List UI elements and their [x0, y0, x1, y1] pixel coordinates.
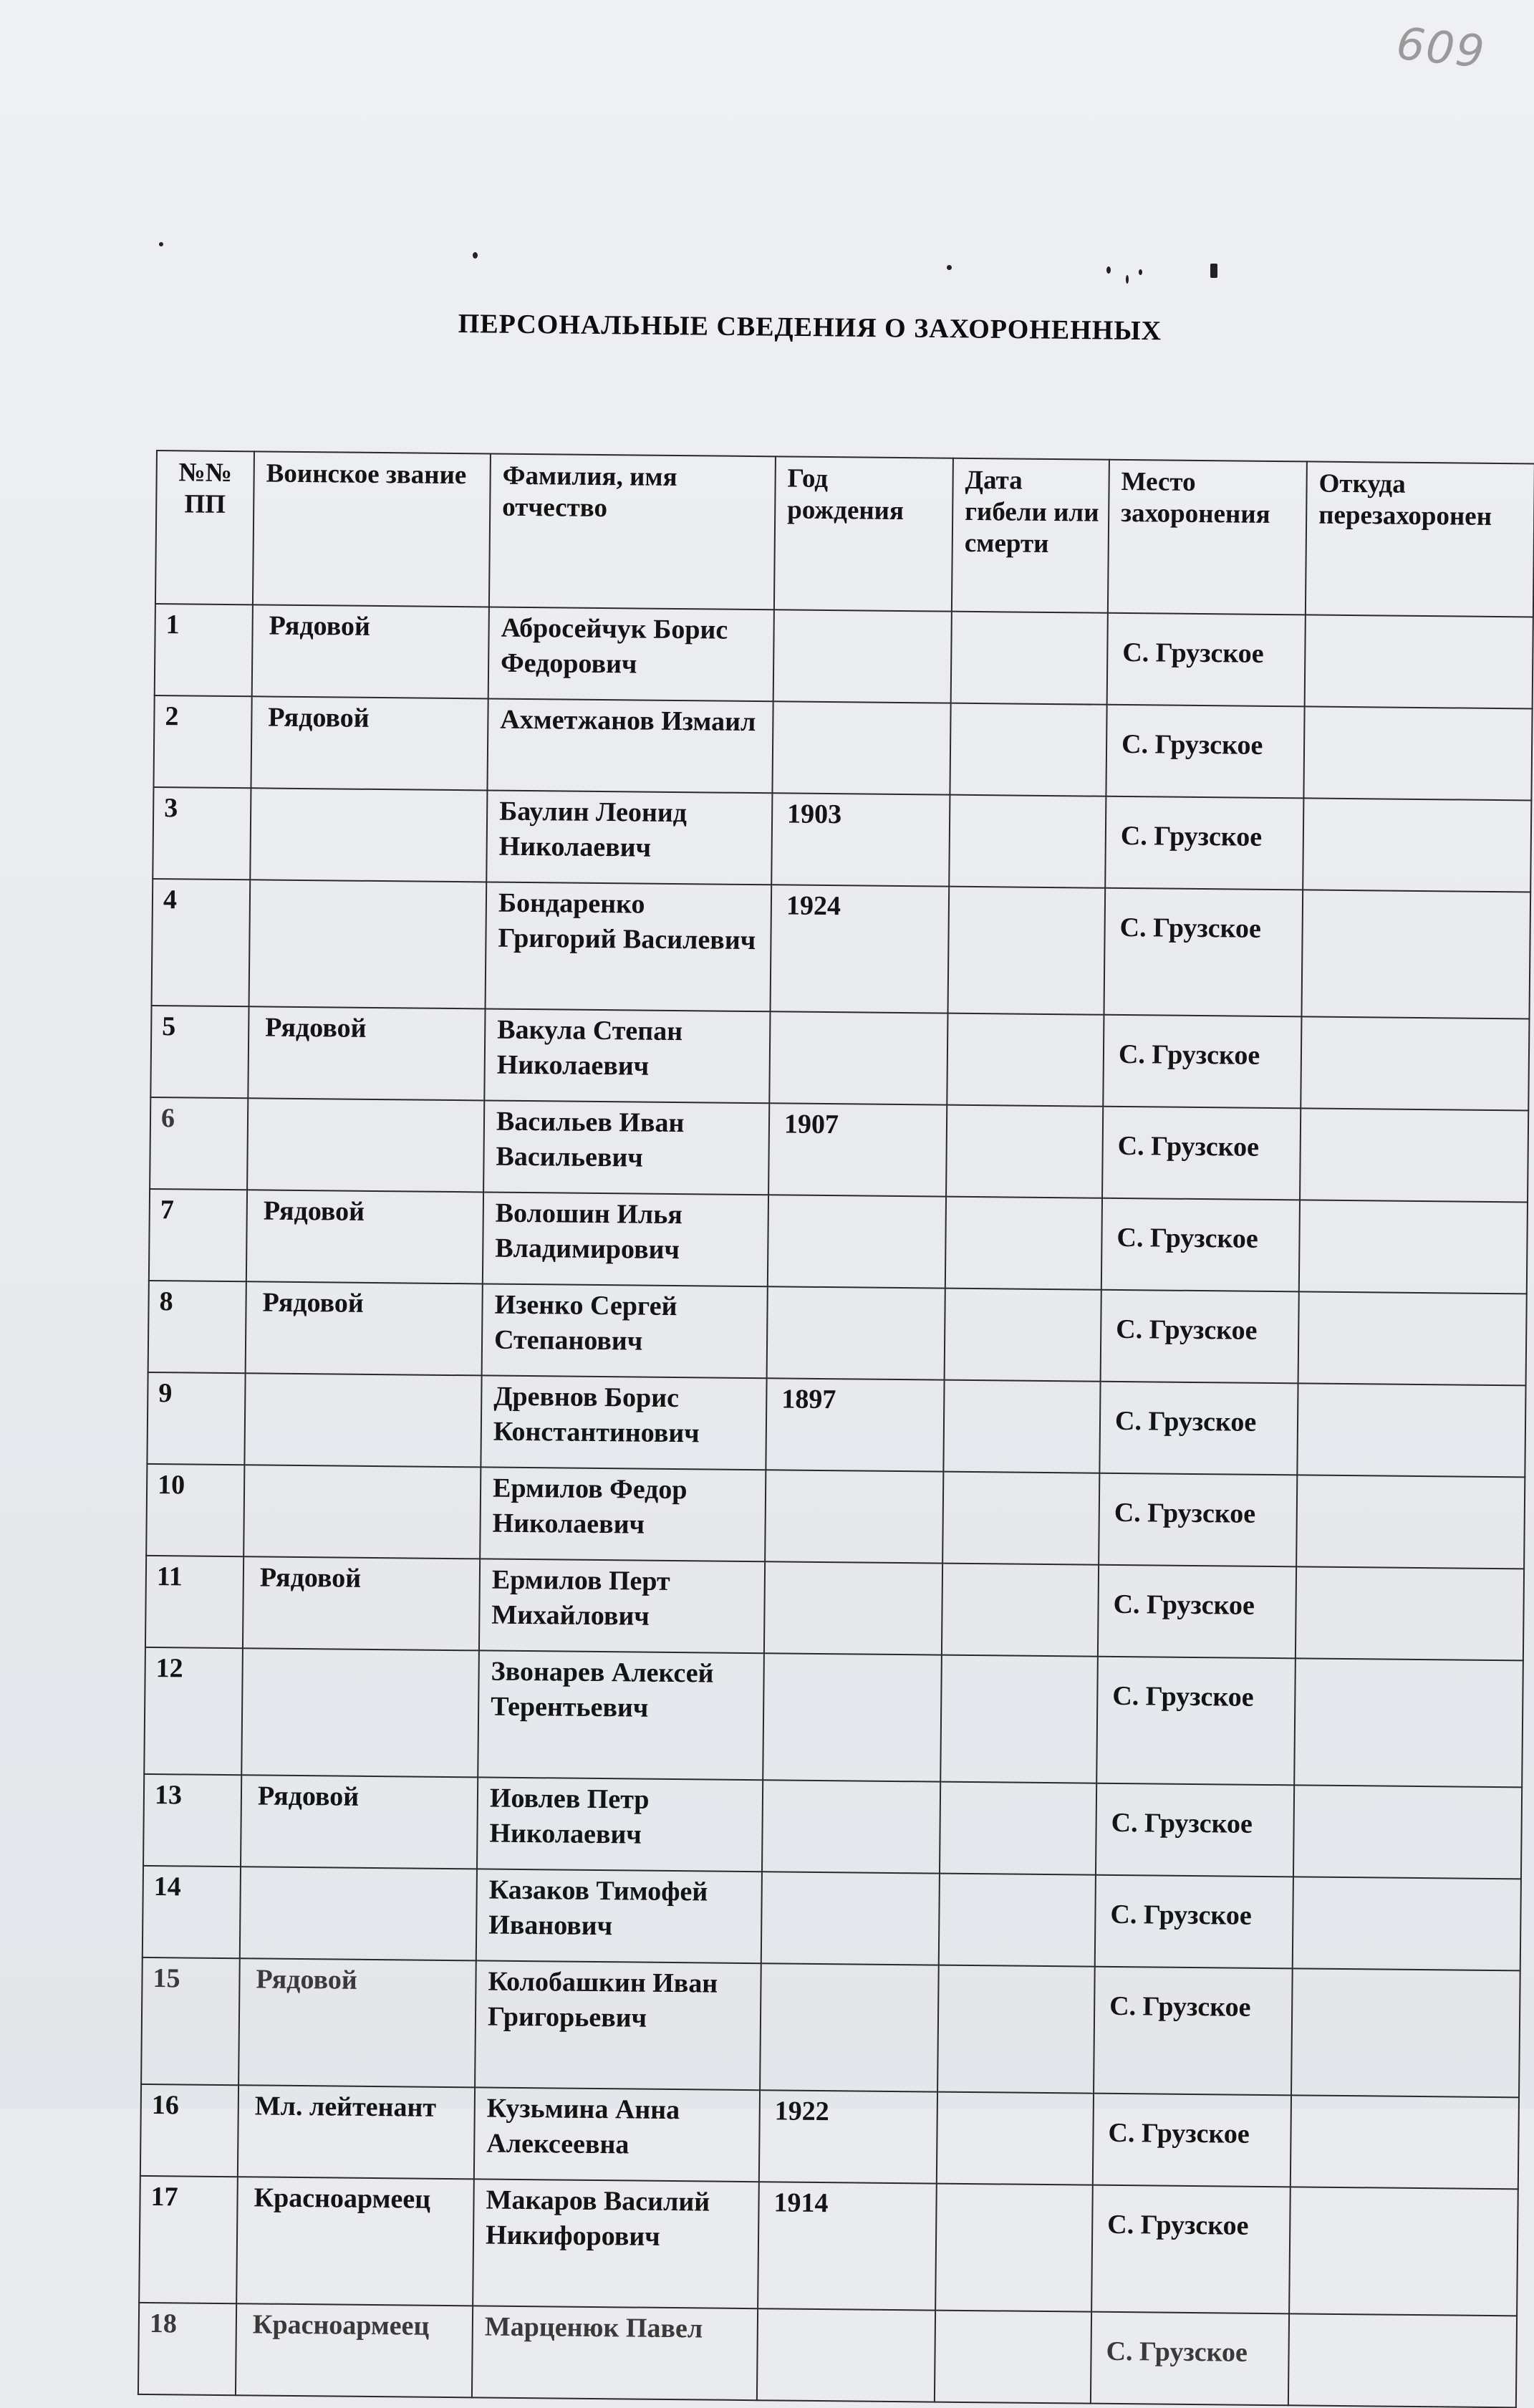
- cell-burial-place: С. Грузское: [1107, 613, 1306, 707]
- cell-reburied-from: [1297, 1383, 1525, 1477]
- cell-burial-place: С. Грузское: [1094, 1967, 1293, 2096]
- cell-birth-year: [761, 1872, 940, 1965]
- cell-reburied-from: [1301, 890, 1530, 1018]
- cell-death-date: [949, 795, 1106, 888]
- cell-reburied-from: [1288, 2313, 1517, 2407]
- cell-birth-year: [765, 1470, 943, 1563]
- cell-number: 4: [152, 879, 251, 1006]
- cell-name: Вакула Степан Николаевич: [484, 1008, 770, 1103]
- cell-number: 3: [153, 787, 251, 880]
- cell-reburied-from: [1300, 1108, 1528, 1202]
- cell-birth-year: 1903: [771, 793, 950, 886]
- cell-rank: [243, 1465, 481, 1559]
- table-row: [141, 1957, 1520, 2097]
- header-death-date: Дата гибели или смерти: [952, 458, 1109, 613]
- cell-death-date: [939, 1874, 1096, 1967]
- cell-death-date: [937, 2092, 1094, 2185]
- scan-speck: [159, 242, 163, 246]
- table-row: [145, 1556, 1524, 1660]
- table-row: [143, 1866, 1521, 1970]
- table-header-row: [155, 451, 1534, 617]
- cell-death-date: [943, 1380, 1100, 1473]
- table-row: [140, 2084, 1519, 2189]
- cell-burial-place: С. Грузское: [1095, 1875, 1293, 1969]
- cell-number: 16: [140, 2084, 238, 2177]
- cell-rank: Рядовой: [238, 1958, 476, 2087]
- cell-number: 9: [147, 1372, 245, 1465]
- header-birth-year: Год рождения: [774, 456, 953, 611]
- header-rank: Воинское звание: [253, 451, 491, 607]
- cell-rank: [247, 1098, 484, 1192]
- cell-burial-place: С. Грузское: [1101, 1198, 1300, 1292]
- cell-reburied-from: [1305, 615, 1533, 708]
- cell-rank: Мл. лейтенант: [238, 2085, 475, 2179]
- cell-name: Звонарев Алексей Терентьевич: [478, 1650, 764, 1780]
- cell-death-date: [947, 887, 1105, 1015]
- cell-rank: Красноармеец: [236, 2303, 473, 2397]
- cell-rank: [240, 1867, 477, 1960]
- cell-burial-place: С. Грузское: [1096, 1783, 1294, 1877]
- cell-burial-place: С. Грузское: [1096, 1657, 1296, 1786]
- cell-burial-place: С. Грузское: [1106, 705, 1304, 799]
- cell-burial-place: С. Грузское: [1091, 2185, 1291, 2314]
- cell-reburied-from: [1301, 1016, 1529, 1110]
- header-burial-place: Место захоронения: [1108, 460, 1307, 615]
- cell-birth-year: [772, 701, 950, 794]
- cell-number: 13: [143, 1774, 241, 1867]
- cell-reburied-from: [1293, 1785, 1522, 1879]
- cell-death-date: [942, 1472, 1099, 1565]
- cell-number: 7: [149, 1189, 247, 1281]
- cell-number: 18: [138, 2303, 236, 2395]
- cell-burial-place: С. Грузское: [1101, 1290, 1299, 1384]
- cell-death-date: [945, 1289, 1101, 1382]
- cell-number: 15: [141, 1957, 240, 2085]
- cell-rank: [249, 880, 487, 1008]
- cell-name: Изенко Сергей Степанович: [482, 1284, 768, 1378]
- cell-name: Иовлев Петр Николаевич: [477, 1777, 763, 1872]
- table-row: [146, 1464, 1525, 1569]
- document-title: ПЕРСОНАЛЬНЫЕ СВЕДЕНИЯ О ЗАХОРОНЕННЫХ: [458, 308, 1162, 347]
- cell-birth-year: [773, 610, 952, 703]
- table-row: [153, 787, 1531, 892]
- cell-number: 6: [150, 1097, 248, 1190]
- burial-table: [138, 450, 1534, 2408]
- cell-reburied-from: [1299, 1200, 1528, 1294]
- table-row: [152, 879, 1531, 1018]
- table-row: [150, 1097, 1528, 1202]
- scan-speck: [473, 252, 478, 259]
- cell-name: Абросейчук Борис Федорович: [488, 607, 774, 701]
- cell-name: Ермилов Перт Михайлович: [479, 1559, 765, 1653]
- cell-name: Васильев Иван Васильевич: [483, 1100, 769, 1195]
- cell-reburied-from: [1293, 1877, 1521, 1970]
- header-reburied-from: Откуда перезахоронен: [1306, 461, 1534, 617]
- cell-name: Волошин Илья Владимирович: [483, 1192, 768, 1286]
- table-row: [153, 695, 1532, 800]
- table-row: [148, 1281, 1527, 1385]
- cell-number: 2: [153, 695, 251, 788]
- cell-reburied-from: [1303, 706, 1532, 800]
- cell-death-date: [935, 2311, 1091, 2404]
- cell-name: Казаков Тимофей Иванович: [476, 1869, 762, 1963]
- cell-death-date: [942, 1564, 1099, 1657]
- scan-speck: [1126, 275, 1129, 284]
- cell-name: Колобашкин Иван Григорьевич: [475, 1960, 761, 2090]
- cell-death-date: [951, 612, 1108, 705]
- cell-birth-year: 1914: [758, 2182, 937, 2310]
- table-row: [138, 2303, 1517, 2407]
- cell-rank: [250, 788, 487, 882]
- cell-number: 8: [148, 1281, 246, 1373]
- scan-speck: [1106, 266, 1111, 274]
- cell-rank: Рядовой: [246, 1190, 483, 1284]
- cell-birth-year: [764, 1561, 942, 1655]
- cell-birth-year: 1907: [768, 1103, 947, 1196]
- cell-birth-year: [768, 1195, 946, 1288]
- cell-death-date: [935, 2184, 1093, 2312]
- cell-reburied-from: [1294, 1658, 1523, 1787]
- cell-name: Баулин Леонид Николаевич: [486, 790, 772, 885]
- cell-rank: Рядовой: [248, 1006, 485, 1100]
- scan-speck: [947, 265, 952, 270]
- cell-death-date: [945, 1197, 1102, 1290]
- table-row: [144, 1647, 1523, 1787]
- cell-number: 10: [146, 1464, 244, 1556]
- cell-birth-year: [762, 1780, 940, 1873]
- cell-reburied-from: [1289, 2187, 1518, 2316]
- cell-death-date: [937, 1965, 1095, 2094]
- cell-name: Ермилов Федор Николаевич: [480, 1467, 766, 1561]
- header-name: Фамилия, имя отчество: [489, 453, 776, 610]
- cell-burial-place: С. Грузское: [1105, 796, 1303, 890]
- cell-rank: Рядовой: [241, 1775, 478, 1869]
- cell-name: Древнов Борис Константинович: [481, 1375, 766, 1470]
- cell-birth-year: [757, 2308, 935, 2402]
- cell-birth-year: [769, 1011, 947, 1104]
- cell-reburied-from: [1291, 2095, 1519, 2189]
- cell-name: Ахметжанов Измаил: [487, 698, 773, 793]
- cell-burial-place: С. Грузское: [1102, 1107, 1301, 1200]
- cell-name: Бондаренко Григорий Василевич: [486, 882, 772, 1011]
- table-row: [143, 1774, 1522, 1879]
- cell-rank: Рядовой: [251, 696, 488, 790]
- table-row: [139, 2176, 1518, 2316]
- cell-rank: [244, 1373, 481, 1467]
- cell-number: 11: [145, 1556, 243, 1648]
- burial-table-wrapper: [138, 450, 1534, 2408]
- cell-name: Марценюк Павел: [472, 2306, 758, 2400]
- cell-reburied-from: [1296, 1475, 1525, 1569]
- cell-rank: Рядовой: [243, 1556, 480, 1650]
- table-row: [150, 1006, 1529, 1110]
- cell-birth-year: [767, 1286, 945, 1379]
- cell-burial-place: С. Грузское: [1099, 1382, 1298, 1475]
- cell-rank: Красноармеец: [236, 2177, 474, 2306]
- cell-reburied-from: [1298, 1291, 1527, 1385]
- cell-number: 12: [144, 1647, 243, 1775]
- cell-death-date: [950, 703, 1106, 796]
- cell-reburied-from: [1303, 798, 1531, 892]
- cell-number: 14: [143, 1866, 241, 1958]
- cell-burial-place: С. Грузское: [1099, 1473, 1297, 1567]
- cell-name: Кузьмина Анна Алексеевна: [474, 2087, 760, 2182]
- cell-burial-place: С. Грузское: [1093, 2094, 1291, 2187]
- cell-name: Макаров Василий Никифорович: [473, 2179, 759, 2308]
- cell-number: 17: [139, 2176, 238, 2303]
- cell-reburied-from: [1291, 1968, 1520, 2097]
- cell-death-date: [940, 1655, 1098, 1783]
- cell-rank: Рядовой: [246, 1281, 483, 1375]
- cell-number: 1: [155, 604, 253, 696]
- cell-rank: Рядовой: [252, 605, 489, 698]
- cell-burial-place: С. Грузское: [1103, 1015, 1301, 1109]
- cell-death-date: [947, 1013, 1104, 1107]
- cell-birth-year: 1924: [771, 885, 950, 1013]
- cell-burial-place: С. Грузское: [1091, 2312, 1289, 2406]
- cell-number: 5: [150, 1006, 249, 1098]
- cell-burial-place: С. Грузское: [1098, 1565, 1296, 1659]
- cell-birth-year: 1897: [766, 1378, 944, 1471]
- table-row: [147, 1372, 1525, 1477]
- cell-death-date: [946, 1105, 1103, 1198]
- header-number: №№ ПП: [155, 451, 254, 605]
- cell-rank: [241, 1648, 479, 1777]
- page-number: 609: [1394, 16, 1488, 79]
- cell-burial-place: С. Грузское: [1104, 888, 1303, 1017]
- cell-death-date: [940, 1782, 1096, 1875]
- table-row: [149, 1189, 1528, 1294]
- scan-speck: [1139, 269, 1142, 275]
- scan-speck: [1210, 264, 1217, 278]
- cell-reburied-from: [1296, 1566, 1524, 1660]
- cell-birth-year: 1922: [759, 2090, 937, 2183]
- cell-birth-year: [763, 1653, 942, 1781]
- table-row: [155, 604, 1533, 708]
- cell-birth-year: [760, 1963, 939, 2091]
